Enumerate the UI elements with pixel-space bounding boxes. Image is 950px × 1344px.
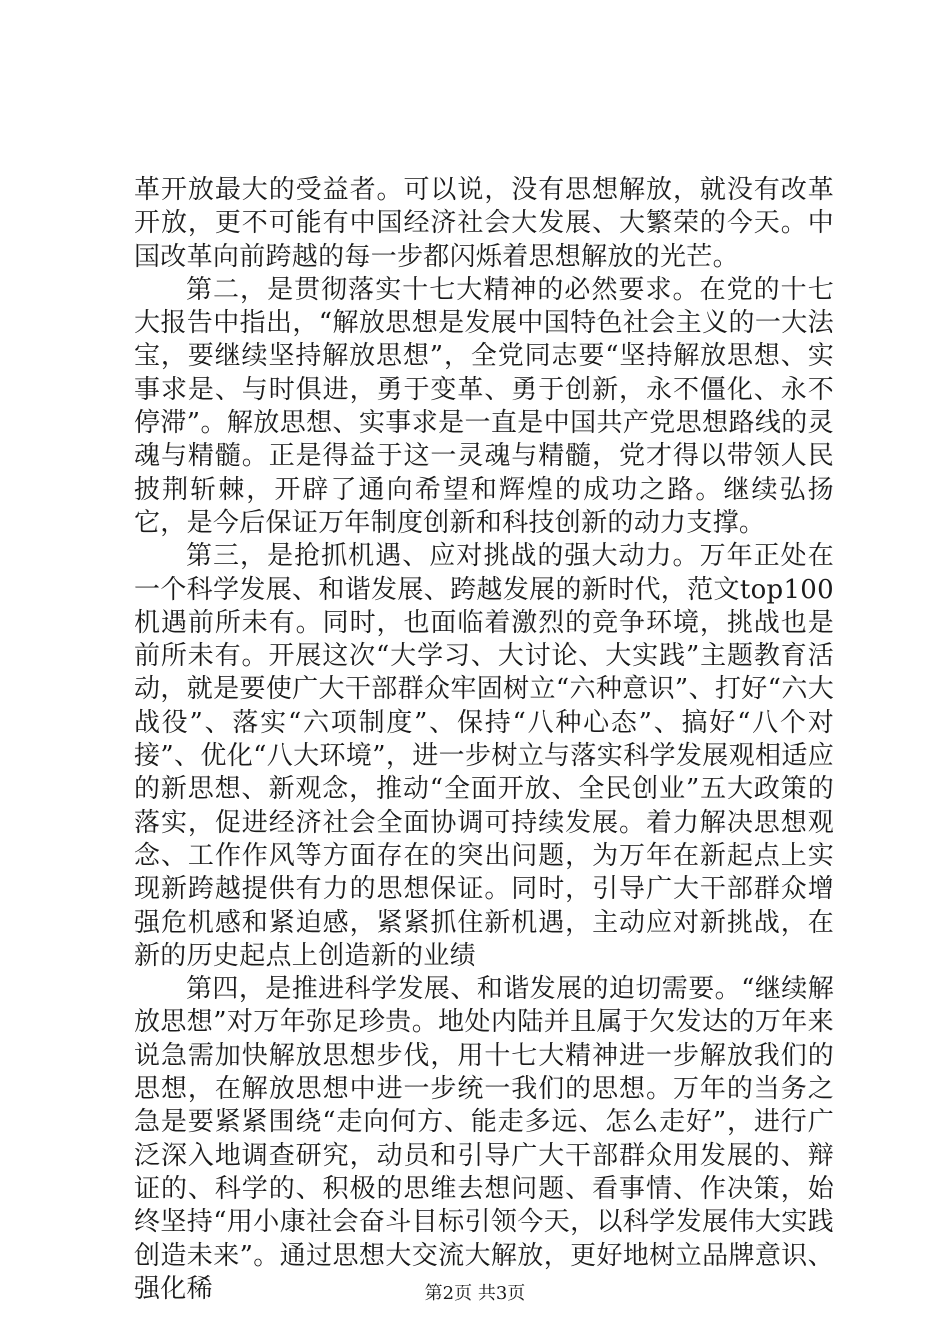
paragraph-continuation: 革开放最大的受益者。可以说，没有思想解放，就没有改革开放，更不可能有中国经济社会大发展、大繁荣的今天。中国改革向前跨越的每一步都闪烁着思想解放的光芒。 (134, 175, 834, 272)
paragraph-third: 第三，是抢抓机遇、应对挑战的强大动力。万年正处在一个科学发展、和谐发展、跨越发展的新时代，范文top100机遇前所未有。同时，也面临着激烈的竞争环境，挑战也是前所未有。开展这次“大学习、大讨论、大实践”主题教育活动，就是要使广大干部群众牢固树立“六种意识”、打好“六大战役”、落实“六项制度”、保持“八种心态”、搞好“八个对接”、优化“八大环境”，进一步树立与落实科学发展观相适应的新思想、新观念，推动“全面开放、全民创业”五大政策的落实，促进经济社会全面协调可持续发展。着力解决思想观念、工作作风等方面存在的突出问题，为万年在新起点上实现新跨越提供有力的思想保证。同时，引导广大干部群众增强危机感和紧迫感，紧紧抓住新机遇，主动应对新挑战，在新的历史起点上创造新的业绩 (134, 541, 834, 971)
page-number-footer: 第2页 共3页 (424, 1283, 526, 1304)
paragraph-second: 第二，是贯彻落实十七大精神的必然要求。在党的十七大报告中指出，“解放思想是发展中国特色社会主义的一大法宝，要继续坚持解放思想”，全党同志要“坚持解放思想、实事求是、与时俱进，勇于变革、勇于创新，永不僵化、永不停滞”。解放思想、实事求是一直是中国共产党思想路线的灵魂与精髓。正是得益于这一灵魂与精髓，党才得以带领人民披荆斩棘，开辟了通向希望和辉煌的成功之路。继续弘扬它，是今后保证万年制度创新和科技创新的动力支撑。 (134, 274, 834, 538)
document-body (134, 174, 834, 1306)
paragraph-fourth: 第四，是推进科学发展、和谐发展的迫切需要。“继续解放思想”对万年弥足珍贵。地处内陆并且属于欠发达的万年来说急需加快解放思想步伐，用十七大精神进一步解放我们的思想，在解放思想中进一步统一我们的思想。万年的当务之急是要紧紧围绕“走向何方、能走多远、怎么走好”，进行广泛深入地调查研究，动员和引导广大干部群众用发展的、辩证的、科学的、积极的思维去想问题、看事情、作决策，始终坚持“用小康社会奋斗目标引领今天，以科学发展伟大实践创造未来”。通过思想大交流大解放，更好地树立品牌意识、强化稀 (134, 974, 834, 1304)
